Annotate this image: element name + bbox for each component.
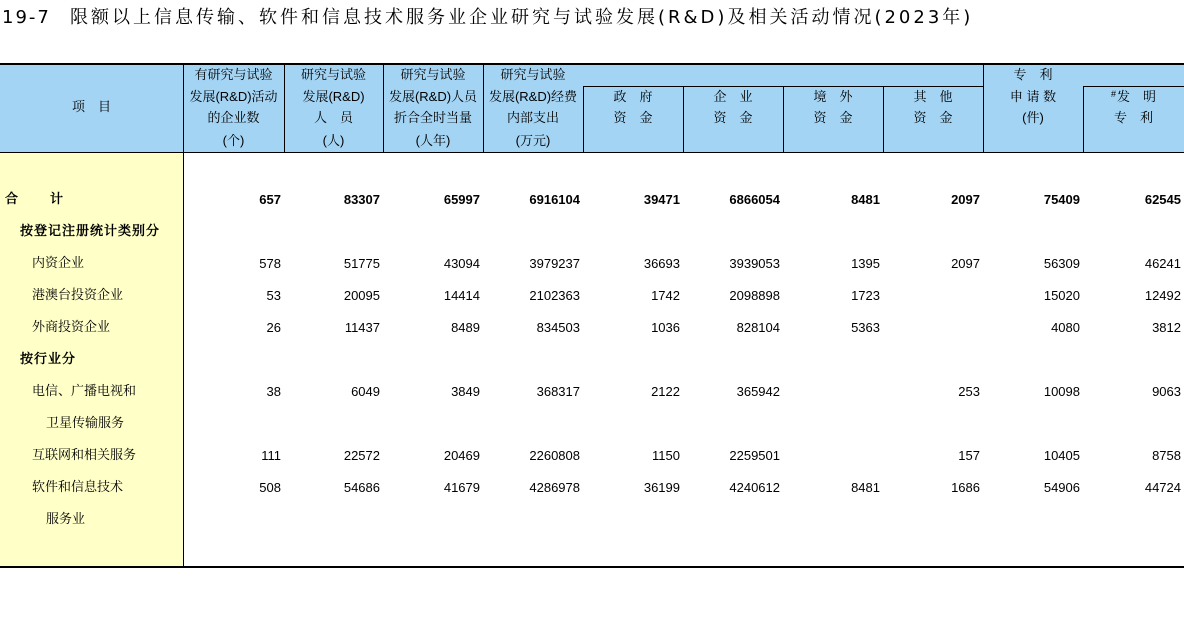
- value-cell: 157: [958, 448, 980, 463]
- value-cell: 8481: [851, 480, 880, 495]
- value-cell: 1742: [651, 288, 680, 303]
- value-cell: 1686: [951, 480, 980, 495]
- row-label: 按行业分: [20, 352, 77, 367]
- value-cell: 3939053: [729, 256, 780, 271]
- header-text: 有研究与试验: [194, 67, 273, 82]
- table-row: [0, 184, 1184, 216]
- value-cell: 11437: [344, 320, 380, 335]
- header-text: 的企业数: [207, 110, 260, 125]
- note-marker: #: [1110, 89, 1116, 99]
- value-cell: 65997: [443, 192, 480, 207]
- value-cell: 20469: [443, 448, 480, 463]
- header-text: 发展(R&D): [302, 89, 365, 104]
- value-cell: [883, 312, 983, 344]
- header-text: 企 业: [713, 89, 753, 104]
- header-text: 资 金: [813, 110, 853, 125]
- value-cell: 111: [261, 448, 281, 463]
- header-unit: (个): [222, 133, 245, 148]
- header-text: 发展(R&D)经费: [488, 89, 578, 104]
- table-row: [0, 344, 1184, 376]
- header-column-rule: [284, 64, 285, 152]
- value-cell: 2097: [951, 256, 980, 271]
- value-cell: 36199: [643, 480, 680, 495]
- value-cell: 14414: [443, 288, 480, 303]
- value-cell: 2102363: [529, 288, 580, 303]
- page-title: 限额以上信息传输、软件和信息技术服务业企业研究与试验发展(R&D)及相关活动情况(2023年): [70, 7, 974, 28]
- header-text: 专 利: [1013, 67, 1053, 82]
- value-cell: 1036: [651, 320, 680, 335]
- value-cell: 54906: [1043, 480, 1080, 495]
- value-cell: [783, 440, 883, 472]
- row-label: 内资企业: [32, 256, 85, 271]
- column-header-patent-applications: [983, 64, 1083, 152]
- value-cell: 1150: [652, 448, 680, 463]
- row-label: 卫星传输服务: [46, 416, 125, 431]
- header-text: 发 明: [1117, 89, 1157, 104]
- column-header-enterprises-with-rd: [183, 64, 284, 152]
- header-unit: (人): [322, 133, 345, 148]
- value-cell: 26: [266, 320, 281, 335]
- value-cell: 53: [266, 288, 281, 303]
- table-row: [0, 440, 1184, 472]
- value-cell: 365942: [736, 384, 780, 399]
- value-cell: 20095: [343, 288, 380, 303]
- value-cell: 3979237: [529, 256, 580, 271]
- value-cell: 39471: [643, 192, 680, 207]
- value-cell: 46241: [1144, 256, 1181, 271]
- value-cell: 828104: [736, 320, 780, 335]
- row-label: 电信、广播电视和: [32, 384, 137, 399]
- value-cell: 1723: [851, 288, 880, 303]
- header-column-rule: [383, 64, 384, 152]
- column-header-rd-expenditure: [483, 64, 583, 152]
- row-label: 合 计: [5, 192, 66, 207]
- header-text: 项 目: [71, 100, 111, 115]
- column-header-enterprise-funds: [683, 64, 783, 152]
- value-cell: 3812: [1152, 320, 1181, 335]
- table-number: 19-7: [2, 7, 51, 28]
- value-cell: 578: [259, 256, 281, 271]
- value-cell: 2122: [651, 384, 680, 399]
- value-cell: 508: [259, 480, 281, 495]
- value-cell: [883, 280, 983, 312]
- value-cell: 9063: [1152, 384, 1181, 399]
- value-cell: 38: [266, 384, 281, 399]
- header-column-rule: [1083, 86, 1084, 152]
- table-row: [0, 472, 1184, 504]
- column-header-other-funds: [883, 64, 983, 152]
- value-cell: 6916104: [529, 192, 580, 207]
- value-cell: 8481: [851, 192, 880, 207]
- column-header-rd-fte: [383, 64, 483, 152]
- column-header-invention-patents: [1083, 64, 1184, 152]
- header-text: 折合全时当量: [393, 110, 472, 125]
- header-divider: [1083, 86, 1184, 87]
- value-cell: 83307: [343, 192, 380, 207]
- header-text: 研究与试验: [500, 67, 566, 82]
- value-cell: 5363: [851, 320, 880, 335]
- value-cell: [783, 376, 883, 408]
- table-row: [0, 312, 1184, 344]
- table-header: [0, 64, 1184, 152]
- column-header-foreign-funds: [783, 64, 883, 152]
- value-cell: 36693: [643, 256, 680, 271]
- value-cell: 2098898: [729, 288, 780, 303]
- header-text: 研究与试验: [300, 67, 366, 82]
- table-bottom-rule: [0, 566, 1184, 568]
- column-header-government-funds: [583, 64, 683, 152]
- header-text: [1083, 89, 1184, 106]
- header-text: 境 外: [813, 89, 853, 104]
- value-cell: 4080: [1051, 320, 1080, 335]
- header-text: 政 府: [613, 89, 653, 104]
- value-cell: 43094: [443, 256, 480, 271]
- header-text: 资 金: [713, 110, 753, 125]
- table-row: [0, 216, 1184, 248]
- row-label: 互联网和相关服务: [32, 448, 137, 463]
- table-body: [0, 184, 1184, 536]
- header-column-rule: [683, 86, 684, 152]
- value-cell: 75409: [1043, 192, 1080, 207]
- value-cell: 62545: [1144, 192, 1181, 207]
- value-cell: 2097: [951, 192, 980, 207]
- header-unit: (人年): [415, 133, 451, 148]
- item-column-rule: [183, 64, 184, 567]
- table-top-rule: [0, 63, 1184, 65]
- header-text: 专 利: [1113, 110, 1153, 125]
- header-text: 资 金: [613, 110, 653, 125]
- header-column-rule: [483, 64, 484, 152]
- value-cell: 12492: [1144, 288, 1181, 303]
- header-bottom-rule: [0, 152, 1184, 153]
- value-cell: 1395: [851, 256, 880, 271]
- header-unit: (件): [1022, 110, 1044, 125]
- value-cell: 2259501: [729, 448, 780, 463]
- value-cell: 44724: [1144, 480, 1181, 495]
- header-column-rule: [783, 86, 784, 152]
- value-cell: 8489: [451, 320, 480, 335]
- row-label: 港澳台投资企业: [32, 288, 124, 303]
- value-cell: 8758: [1152, 448, 1181, 463]
- value-cell: 834503: [536, 320, 580, 335]
- header-text: 其 他: [913, 89, 953, 104]
- table-row: [0, 248, 1184, 280]
- row-label: 软件和信息技术: [32, 480, 124, 495]
- header-text: 人 员: [313, 110, 353, 125]
- column-header-rd-personnel: [284, 64, 383, 152]
- value-cell: 10098: [1043, 384, 1080, 399]
- value-cell: 4286978: [529, 480, 580, 495]
- value-cell: 3849: [451, 384, 480, 399]
- header-column-rule: [883, 86, 884, 152]
- value-cell: 54686: [343, 480, 380, 495]
- header-text: 内部支出: [506, 110, 559, 125]
- header-column-rule: [583, 86, 584, 152]
- header-text: 发展(R&D)人员: [388, 89, 478, 104]
- value-cell: 6049: [351, 384, 380, 399]
- value-cell: 10405: [1043, 448, 1080, 463]
- row-label: 外商投资企业: [32, 320, 111, 335]
- header-column-rule: [983, 64, 984, 152]
- value-cell: 22572: [343, 448, 380, 463]
- value-cell: 368317: [536, 384, 580, 399]
- value-cell: 15020: [1043, 288, 1080, 303]
- value-cell: 51775: [343, 256, 380, 271]
- value-cell: 6866054: [729, 192, 780, 207]
- header-unit: (万元): [515, 133, 551, 148]
- column-header-item: [0, 64, 183, 152]
- table-row: [0, 376, 1184, 408]
- table-row: [0, 408, 1184, 440]
- header-text: 发展(R&D)活动: [189, 89, 278, 104]
- value-cell: 253: [958, 384, 980, 399]
- value-cell: 657: [259, 192, 281, 207]
- value-cell: 2260808: [529, 448, 580, 463]
- table-row: [0, 280, 1184, 312]
- header-text: 研究与试验: [400, 67, 466, 82]
- value-cell: 56309: [1043, 256, 1080, 271]
- value-cell: 41679: [443, 480, 480, 495]
- value-cell: 4240612: [729, 480, 780, 495]
- row-label: 按登记注册统计类别分: [20, 224, 161, 239]
- header-text: 申 请 数: [1009, 89, 1057, 104]
- row-label: 服务业: [46, 512, 86, 527]
- table-row: [0, 504, 1184, 536]
- header-text: 资 金: [913, 110, 953, 125]
